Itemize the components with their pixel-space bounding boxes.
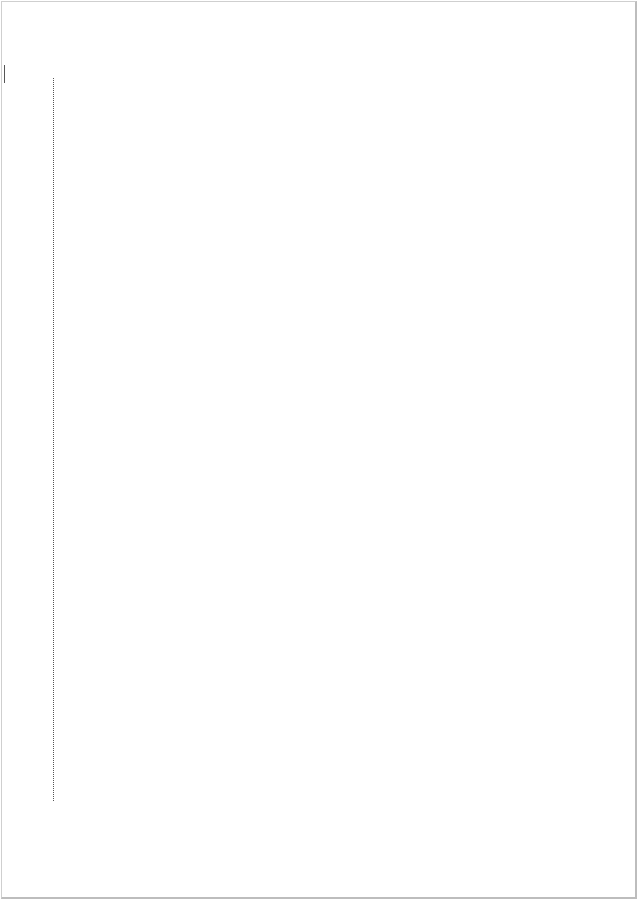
binding-dotted-line (53, 78, 54, 801)
margin-mark (4, 65, 5, 83)
chart-lead-domestic-stock (265, 585, 425, 685)
chart-lead-premium (428, 585, 593, 685)
chart-zinc-fx-ratio (100, 220, 350, 360)
chart-lead-ratio (100, 585, 260, 685)
chart-zinc-ratio (100, 82, 350, 215)
chart-lead-lme-stock (265, 688, 425, 788)
chart-lead-spread (428, 688, 593, 788)
chart-zinc-lme-stock (355, 220, 590, 360)
chart-lead-fx-ratio (100, 688, 260, 788)
chart-zinc-domestic-stock (355, 82, 590, 215)
